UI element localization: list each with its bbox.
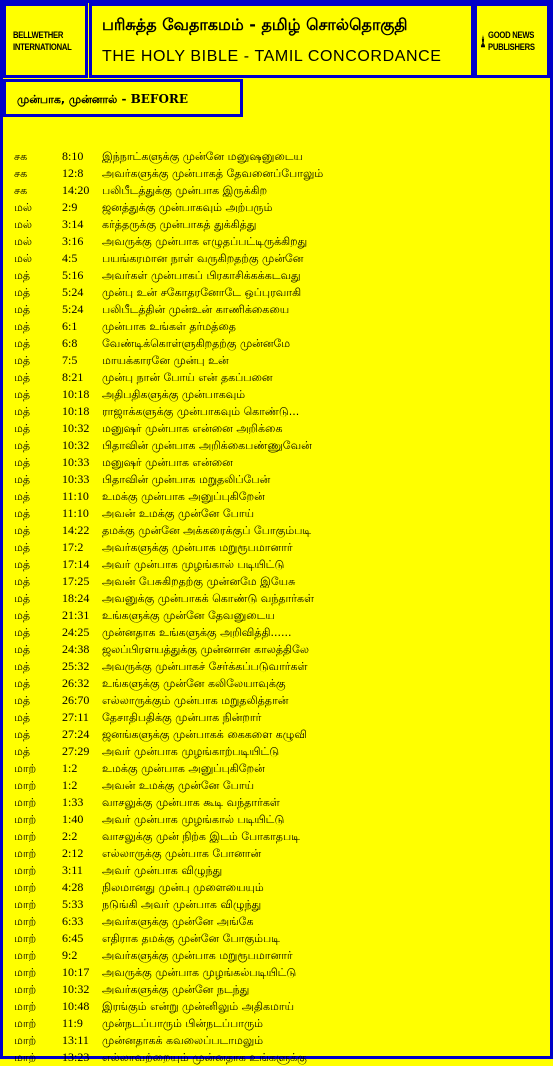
book: சக xyxy=(14,150,28,163)
verse-reference: 14:22 xyxy=(62,523,90,537)
verse-reference: 11:9 xyxy=(62,1016,83,1030)
verse-text: மனுஷர் முன்பாக என்னை அறிக்கை xyxy=(102,422,283,435)
verse-text: அவன் உமக்கு முன்னே போய் xyxy=(102,507,255,520)
list-item xyxy=(14,335,534,352)
book: மாற் xyxy=(14,1034,37,1047)
book: மத் xyxy=(14,558,31,571)
bellwether-logo xyxy=(3,3,88,78)
book: மாற் xyxy=(14,830,37,843)
book: மாற் xyxy=(14,898,37,911)
list-item xyxy=(14,1015,534,1032)
list-item xyxy=(14,624,534,641)
book: மத் xyxy=(14,694,31,707)
book: மல் xyxy=(14,252,32,265)
verse-reference: 27:24 xyxy=(62,727,90,741)
book: மாற் xyxy=(14,932,37,945)
verse-reference: 27:29 xyxy=(62,744,90,758)
list-item xyxy=(14,879,534,896)
list-item xyxy=(14,794,534,811)
verse-reference: 17:2 xyxy=(62,540,84,554)
book: மத் xyxy=(14,524,31,537)
verse-reference: 18:24 xyxy=(62,591,90,605)
verse-text: அவர் முன்பாக விழுந்து xyxy=(102,864,223,877)
book: மத் xyxy=(14,286,31,299)
book: மாற் xyxy=(14,762,37,775)
list-item xyxy=(14,488,534,505)
list-item xyxy=(14,182,534,199)
list-item xyxy=(14,641,534,658)
title-banner xyxy=(89,3,474,78)
verse-reference: 1:2 xyxy=(62,761,78,775)
list-item xyxy=(14,556,534,573)
book: மத் xyxy=(14,711,31,724)
list-item xyxy=(14,658,534,675)
verse-text: வாசலுக்கு முன்பாக கூடி வந்தார்கள் xyxy=(102,796,280,809)
book: மத் xyxy=(14,660,31,673)
list-item xyxy=(14,1032,534,1049)
verse-text: உமக்கு முன்பாக அனுப்புகிறேன் xyxy=(102,490,265,503)
verse-reference: 1:33 xyxy=(62,795,84,809)
book: மாற் xyxy=(14,796,37,809)
book: மல் xyxy=(14,201,32,214)
verse-text: இந்நாட்களுக்கு முன்னே மனுஷனுடைய xyxy=(102,150,303,163)
verse-text: இரங்கும் என்று முன்னிலும் அதிகமாய் xyxy=(102,1000,295,1013)
verse-text: அவன் உமக்கு முன்னே போய் xyxy=(102,779,255,792)
book: மத் xyxy=(14,643,31,656)
logo-line-1: BELLWETHER xyxy=(12,29,63,40)
list-item xyxy=(14,573,534,590)
verse-reference: 10:48 xyxy=(62,999,90,1013)
book: மத் xyxy=(14,269,31,282)
book: மத் xyxy=(14,490,31,503)
verse-text: அவர்களுக்கு முன்பாக மறுரூபமானார் xyxy=(102,541,293,554)
list-item xyxy=(14,301,534,318)
list-item xyxy=(14,148,534,165)
book: மாற் xyxy=(14,915,37,928)
book: மத் xyxy=(14,388,31,401)
verse-reference: 10:18 xyxy=(62,404,90,418)
list-item xyxy=(14,471,534,488)
verse-text: பயங்கரமான நாள் வருகிறதற்கு முன்னே xyxy=(102,252,304,265)
verse-reference: 2:2 xyxy=(62,829,78,843)
concordance-list xyxy=(14,148,534,1066)
verse-reference: 24:25 xyxy=(62,625,90,639)
verse-text: முன்பு நான் போய் என் தகப்பனை xyxy=(102,371,273,384)
book: மத் xyxy=(14,728,31,741)
verse-reference: 4:5 xyxy=(62,251,78,265)
verse-text: நிலமானது முன்பு முளையையும் xyxy=(102,881,264,894)
tower-icon xyxy=(481,19,485,63)
verse-text: அவனுக்கு முன்பாகக் கொண்டு வந்தார்கள் xyxy=(102,592,315,605)
list-item xyxy=(14,811,534,828)
verse-reference: 6:8 xyxy=(62,336,78,350)
book: மத் xyxy=(14,354,31,367)
verse-text: அவருக்கு முன்பாகச் சேர்க்கப்படுவார்கள் xyxy=(102,660,308,673)
verse-text: தமக்கு முன்னே அக்கரைக்குப் போகும்படி xyxy=(102,524,312,537)
verse-text: அவர் முன்பாக முழங்கால் படியிட்டு xyxy=(102,558,285,571)
logo-line-2: PUBLISHERS xyxy=(487,41,535,52)
verse-reference: 2:9 xyxy=(62,200,78,214)
list-item xyxy=(14,930,534,947)
verse-text: அவர்களுக்கு முன்பாக மறுரூபமானார் xyxy=(102,949,293,962)
book: சக xyxy=(14,167,28,180)
list-item xyxy=(14,403,534,420)
verse-text: அவர்களுக்கு முன்னே நடந்து xyxy=(102,983,250,996)
list-item xyxy=(14,539,534,556)
section-dash: - xyxy=(117,92,131,106)
list-item xyxy=(14,981,534,998)
verse-text: உமக்கு முன்பாக அனுப்புகிறேன் xyxy=(102,762,265,775)
book: மத் xyxy=(14,439,31,452)
list-item xyxy=(14,726,534,743)
book: மத் xyxy=(14,626,31,639)
verse-text: அவன் பேசுகிறதற்கு முன்னமே இயேசு xyxy=(102,575,296,588)
verse-text: ராஜாக்களுக்கு முன்பாகவும் கொண்டு... xyxy=(102,405,300,418)
book: மத் xyxy=(14,592,31,605)
verse-text: பிதாவின் முன்பாக அறிக்கைபண்ணுவேன் xyxy=(102,439,312,452)
book: சக xyxy=(14,184,28,197)
verse-reference: 24:38 xyxy=(62,642,90,656)
list-item xyxy=(14,607,534,624)
section-english: BEFORE xyxy=(130,92,189,106)
verse-text: அவர் முன்பாக முழங்காற்படியிட்டு xyxy=(102,745,280,758)
book: மத் xyxy=(14,337,31,350)
verse-reference: 8:10 xyxy=(62,149,84,163)
book: மத் xyxy=(14,575,31,588)
verse-reference: 2:12 xyxy=(62,846,84,860)
verse-reference: 4:28 xyxy=(62,880,84,894)
verse-reference: 13:23 xyxy=(62,1050,90,1064)
verse-reference: 10:32 xyxy=(62,421,90,435)
verse-reference: 10:32 xyxy=(62,982,90,996)
list-item xyxy=(14,284,534,301)
list-item xyxy=(14,964,534,981)
good-news-logo xyxy=(474,3,550,78)
verse-text: முன்னதாகக் கவலைப்படாமலும் xyxy=(102,1034,264,1047)
verse-reference: 10:18 xyxy=(62,387,90,401)
verse-text: முன்பாக உங்கள் தர்மத்தை xyxy=(102,320,236,333)
book: மத் xyxy=(14,371,31,384)
verse-reference: 11:10 xyxy=(62,489,89,503)
verse-text: எல்லாருக்கு முன்பாக போனான் xyxy=(102,847,262,860)
logo-line-2: INTERNATIONAL xyxy=(12,41,72,52)
book: மத் xyxy=(14,405,31,418)
list-item xyxy=(14,199,534,216)
book: மாற் xyxy=(14,1051,37,1064)
verse-reference: 10:33 xyxy=(62,455,90,469)
book: மாற் xyxy=(14,864,37,877)
book: மத் xyxy=(14,473,31,486)
book: மல் xyxy=(14,218,32,231)
list-item xyxy=(14,675,534,692)
book: மத் xyxy=(14,303,31,316)
section-heading-box xyxy=(3,79,243,117)
list-item xyxy=(14,420,534,437)
verse-text: முன்பு உன் சகோதரனோடே ஒப்புரவாகி xyxy=(102,286,302,299)
verse-text: மனுஷர் முன்பாக என்னை xyxy=(102,456,233,469)
logo-line-1: GOOD NEWS xyxy=(487,29,535,40)
verse-text: மாயக்காரனே முன்பு உன் xyxy=(102,354,229,367)
book: மாற் xyxy=(14,1000,37,1013)
verse-text: பிதாவின் முன்பாக மறுதலிப்பேன் xyxy=(102,473,271,486)
verse-reference: 14:20 xyxy=(62,183,90,197)
book: மல் xyxy=(14,235,32,248)
list-item xyxy=(14,760,534,777)
book: மத் xyxy=(14,745,31,758)
verse-reference: 6:45 xyxy=(62,931,84,945)
verse-text: பலிபீடத்தின் முன்உன் காணிக்கையை xyxy=(102,303,290,316)
verse-reference: 1:40 xyxy=(62,812,84,826)
list-item xyxy=(14,709,534,726)
list-item xyxy=(14,386,534,403)
book: மாற் xyxy=(14,779,37,792)
verse-reference: 27:11 xyxy=(62,710,89,724)
verse-reference: 3:14 xyxy=(62,217,84,231)
verse-reference: 9:2 xyxy=(62,948,78,962)
verse-text: ஜலப்பிரளயத்துக்கு முன்னான காலத்திலே xyxy=(102,643,310,656)
verse-text: வேண்டிக்கொள்ளுகிறதற்கு முன்னமே xyxy=(102,337,291,350)
verse-reference: 6:1 xyxy=(62,319,78,333)
book: மத் xyxy=(14,507,31,520)
verse-text: நடுங்கி அவர் முன்பாக விழுந்து xyxy=(102,898,262,911)
list-item xyxy=(14,522,534,539)
verse-text: ஜனங்களுக்கு முன்பாகக் கைகளை கழுவி xyxy=(102,728,307,741)
verse-text: அதிபதிகளுக்கு முன்பாகவும் xyxy=(102,388,246,401)
list-item xyxy=(14,216,534,233)
book: மாற் xyxy=(14,813,37,826)
verse-text: தேசாதிபதிக்கு முன்பாக நின்றார் xyxy=(102,711,262,724)
list-item xyxy=(14,896,534,913)
section-tamil: முன்பாக, முன்னால் xyxy=(17,93,118,106)
list-item xyxy=(14,862,534,879)
verse-text: முன்நடப்பாரும் பின்நடப்பாரும் xyxy=(102,1017,264,1030)
list-item xyxy=(14,998,534,1015)
book: மத் xyxy=(14,677,31,690)
title-tamil: பரிசுத்த வேதாகமம் - தமிழ் சொல்தொகுதி xyxy=(102,15,408,34)
verse-reference: 8:21 xyxy=(62,370,84,384)
verse-text: அவர்களுக்கு முன்பாகத் தேவனைப்போலும் xyxy=(102,167,324,180)
verse-reference: 11:10 xyxy=(62,506,89,520)
list-item xyxy=(14,828,534,845)
verse-reference: 3:11 xyxy=(62,863,83,877)
book: மாற் xyxy=(14,881,37,894)
verse-text: உங்களுக்கு முன்னே கலிலேயாவுக்கு xyxy=(102,677,286,690)
book: மத் xyxy=(14,541,31,554)
list-item xyxy=(14,692,534,709)
verse-reference: 7:5 xyxy=(62,353,78,367)
verse-reference: 6:33 xyxy=(62,914,84,928)
list-item xyxy=(14,267,534,284)
list-item xyxy=(14,454,534,471)
verse-reference: 5:24 xyxy=(62,302,84,316)
list-item xyxy=(14,1049,534,1066)
verse-reference: 5:16 xyxy=(62,268,84,282)
verse-reference: 17:14 xyxy=(62,557,90,571)
verse-text: எதிராக தமக்கு முன்னே போகும்படி xyxy=(102,932,280,945)
list-item xyxy=(14,845,534,862)
verse-text: எல்லாருக்கும் முன்பாக மறுதலித்தான் xyxy=(102,694,289,707)
list-item xyxy=(14,437,534,454)
verse-reference: 26:32 xyxy=(62,676,90,690)
list-item xyxy=(14,743,534,760)
verse-text: பலிபீடத்துக்கு முன்பாக இருக்கிற xyxy=(102,184,268,197)
verse-reference: 21:31 xyxy=(62,608,90,622)
list-item xyxy=(14,250,534,267)
list-item xyxy=(14,318,534,335)
verse-text: அவருக்கு முன்பாக முழங்கல்படியிட்டு xyxy=(102,966,297,979)
book: மாற் xyxy=(14,1017,37,1030)
book: மத் xyxy=(14,422,31,435)
verse-reference: 5:33 xyxy=(62,897,84,911)
verse-reference: 3:16 xyxy=(62,234,84,248)
verse-text: உங்களுக்கு முன்னே தேவனுடைய xyxy=(102,609,275,622)
verse-reference: 13:11 xyxy=(62,1033,89,1047)
verse-reference: 10:32 xyxy=(62,438,90,452)
verse-reference: 17:25 xyxy=(62,574,90,588)
book: மாற் xyxy=(14,966,37,979)
verse-text: அவர்களுக்கு முன்னே அங்கே xyxy=(102,915,254,928)
verse-text: வாசலுக்கு முன் நிற்க இடம் போகாதபடி xyxy=(102,830,300,843)
verse-reference: 1:2 xyxy=(62,778,78,792)
verse-reference: 5:24 xyxy=(62,285,84,299)
book: மாற் xyxy=(14,949,37,962)
book: மத் xyxy=(14,320,31,333)
section-heading xyxy=(17,92,188,108)
list-item xyxy=(14,777,534,794)
list-item xyxy=(14,505,534,522)
book: மாற் xyxy=(14,983,37,996)
list-item xyxy=(14,233,534,250)
book: மத் xyxy=(14,456,31,469)
verse-text: கர்த்தருக்கு முன்பாகத் துக்கித்து xyxy=(102,218,257,231)
verse-reference: 12:8 xyxy=(62,166,84,180)
verse-reference: 10:17 xyxy=(62,965,90,979)
verse-reference: 26:70 xyxy=(62,693,90,707)
verse-text: ஜனத்துக்கு முன்பாகவும் அற்பரும் xyxy=(102,201,273,214)
title-english: THE HOLY BIBLE - TAMIL CONCORDANCE xyxy=(102,48,442,65)
verse-text: அவர்கள் முன்பாகப் பிரகாசிக்கக்கடவது xyxy=(102,269,301,282)
verse-reference: 10:33 xyxy=(62,472,90,486)
book: மாற் xyxy=(14,847,37,860)
verse-text: எல்லாவற்றையும் முன்னதாக உங்களுக்கு xyxy=(102,1051,307,1064)
verse-reference: 25:32 xyxy=(62,659,90,673)
list-item xyxy=(14,369,534,386)
list-item xyxy=(14,947,534,964)
verse-text: அவருக்கு முன்பாக எழுதப்பட்டிருக்கிறது xyxy=(102,235,308,248)
list-item xyxy=(14,913,534,930)
verse-text: அவர் முன்பாக முழங்கால் படியிட்டு xyxy=(102,813,285,826)
verse-text: முன்னதாக உங்களுக்கு அறிவித்தி...... xyxy=(102,626,292,639)
book: மத் xyxy=(14,609,31,622)
list-item xyxy=(14,590,534,607)
list-item xyxy=(14,165,534,182)
list-item xyxy=(14,352,534,369)
